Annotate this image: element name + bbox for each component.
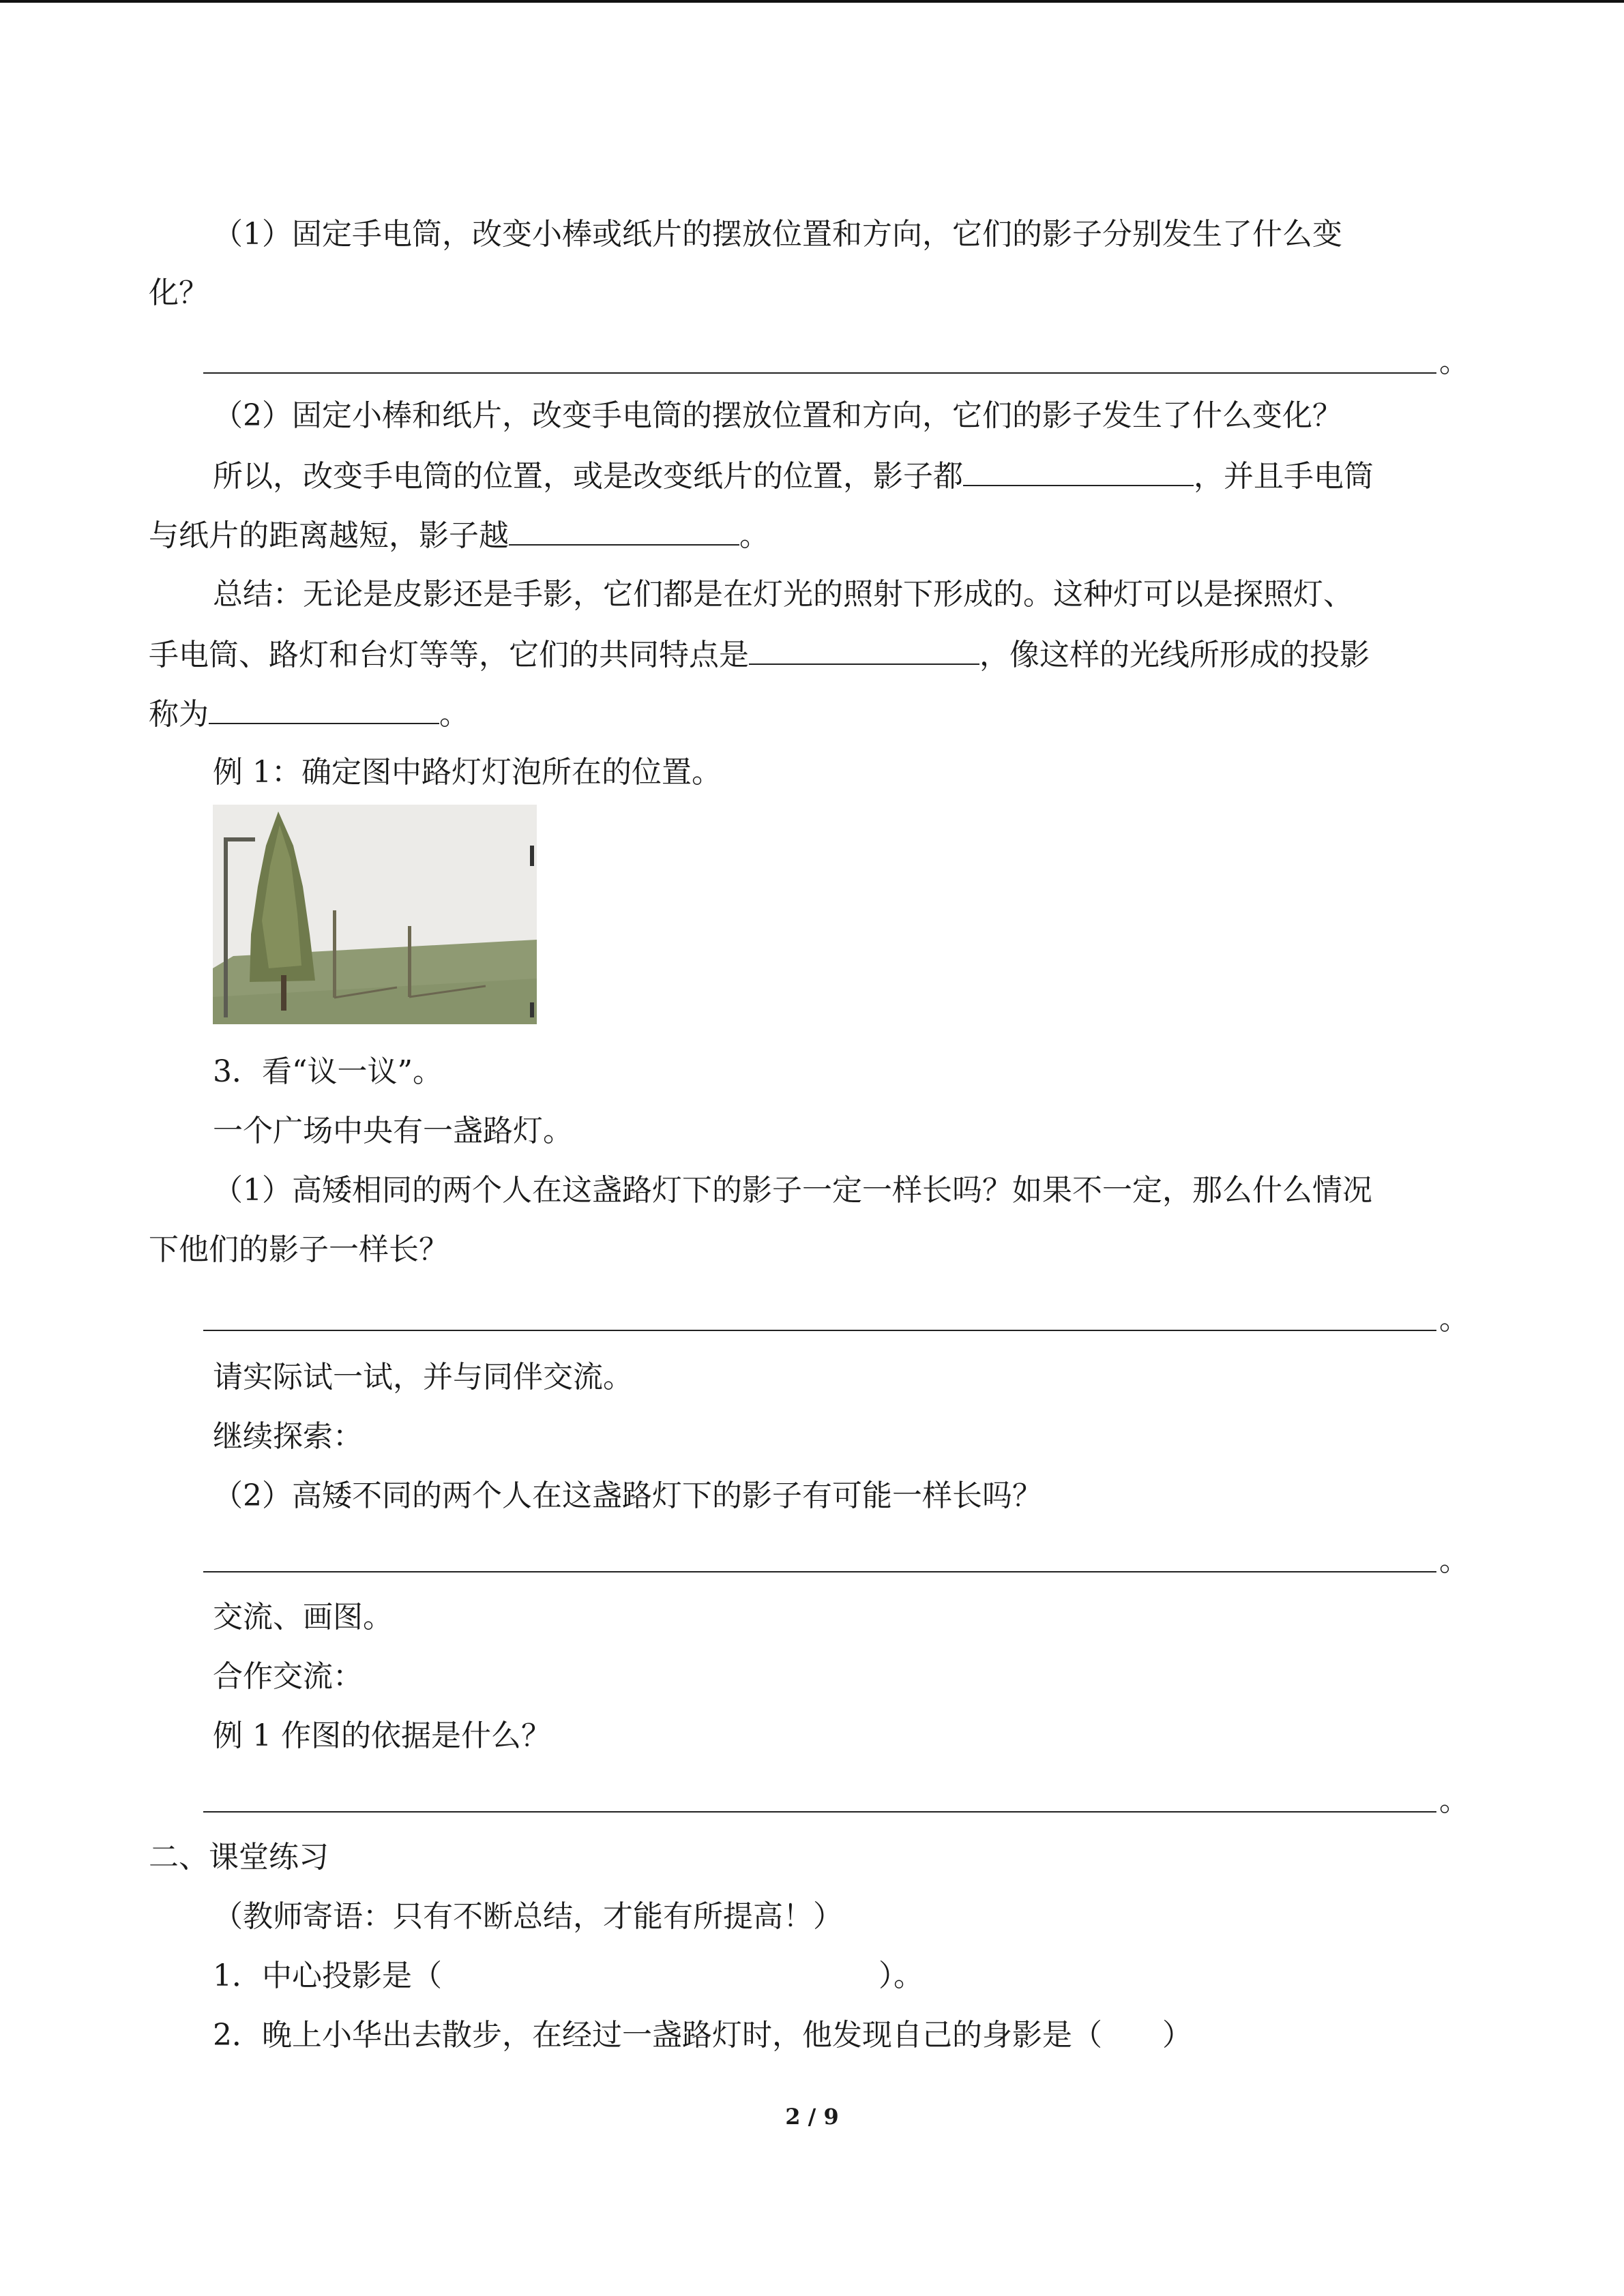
basis-question: 例 1 作图的依据是什么？ bbox=[213, 1718, 551, 1753]
example-1-title: 例 1：确定图中路灯灯泡所在的位置。 bbox=[213, 755, 722, 790]
discussion-question-1: （1）高矮相同的两个人在这盏路灯下的影子一定一样长吗？如果不一定，那么什么情况 bbox=[213, 1173, 1372, 1208]
street-lamp-photo bbox=[213, 805, 537, 1024]
fill-blank[interactable] bbox=[209, 696, 439, 724]
answer-line-1 bbox=[203, 372, 1436, 374]
question-2-text: （2）固定小棒和纸片，改变手电筒的摆放位置和方向，它们的影子发生了什么变化？ bbox=[213, 398, 1342, 433]
continue-explore: 继续探索： bbox=[213, 1419, 363, 1454]
question-1-text: （1）固定手电筒，改变小棒或纸片的摆放位置和方向，它们的影子分别发生了什么变 bbox=[213, 217, 1342, 252]
summary-text-end: 称为 。 bbox=[149, 697, 469, 732]
conclusion-sentence: 所以，改变手电筒的位置，或是改变纸片的位置，影子都 ，并且手电筒 bbox=[213, 459, 1374, 494]
discussion-question-2: （2）高矮不同的两个人在这盏路灯下的影子有可能一样长吗？ bbox=[213, 1478, 1042, 1513]
summary-text: 总结：无论是皮影还是手影，它们都是在灯光的照射下形成的。这种灯可以是探照灯、 bbox=[213, 577, 1353, 612]
draw-instruction: 交流、画图。 bbox=[213, 1600, 393, 1635]
answer-line-3-period: 。 bbox=[1439, 1543, 1469, 1578]
answer-line-3 bbox=[203, 1571, 1436, 1572]
answer-line-2 bbox=[203, 1330, 1436, 1331]
try-instruction: 请实际试一试，并与同伴交流。 bbox=[213, 1360, 633, 1395]
conclusion-sentence-cont: 与纸片的距离越短，影子越 。 bbox=[149, 518, 769, 553]
answer-line-4 bbox=[203, 1811, 1436, 1813]
question-1-text-cont: 化？ bbox=[149, 275, 209, 310]
fill-blank[interactable] bbox=[749, 636, 979, 665]
answer-line-1-period: 。 bbox=[1439, 344, 1469, 379]
section-2-heading: 二、课堂练习 bbox=[149, 1840, 329, 1875]
exercise-2: 2．晚上小华出去散步，在经过一盏路灯时，他发现自己的身影是（ ） bbox=[213, 2018, 1192, 2053]
section-3-title: 3．看“议一议”。 bbox=[213, 1054, 443, 1089]
page-number: 2 / 9 bbox=[785, 2104, 839, 2130]
answer-line-2-period: 。 bbox=[1439, 1302, 1469, 1337]
teacher-message: （教师寄语：只有不断总结，才能有所提高！） bbox=[213, 1899, 843, 1934]
section-3-intro: 一个广场中央有一盏路灯。 bbox=[213, 1114, 573, 1148]
fill-blank[interactable] bbox=[509, 517, 739, 546]
exercise-1: 1．中心投影是（ ）。 bbox=[213, 1958, 924, 1993]
summary-text-cont: 手电筒、路灯和台灯等等，它们的共同特点是 ，像这样的光线所形成的投影 bbox=[149, 638, 1370, 672]
answer-line-4-period: 。 bbox=[1439, 1783, 1469, 1818]
fill-blank[interactable] bbox=[963, 458, 1194, 486]
page-top-border bbox=[0, 0, 1624, 3]
cooperate-heading: 合作交流： bbox=[213, 1659, 363, 1694]
discussion-question-1-cont: 下他们的影子一样长？ bbox=[149, 1232, 449, 1267]
